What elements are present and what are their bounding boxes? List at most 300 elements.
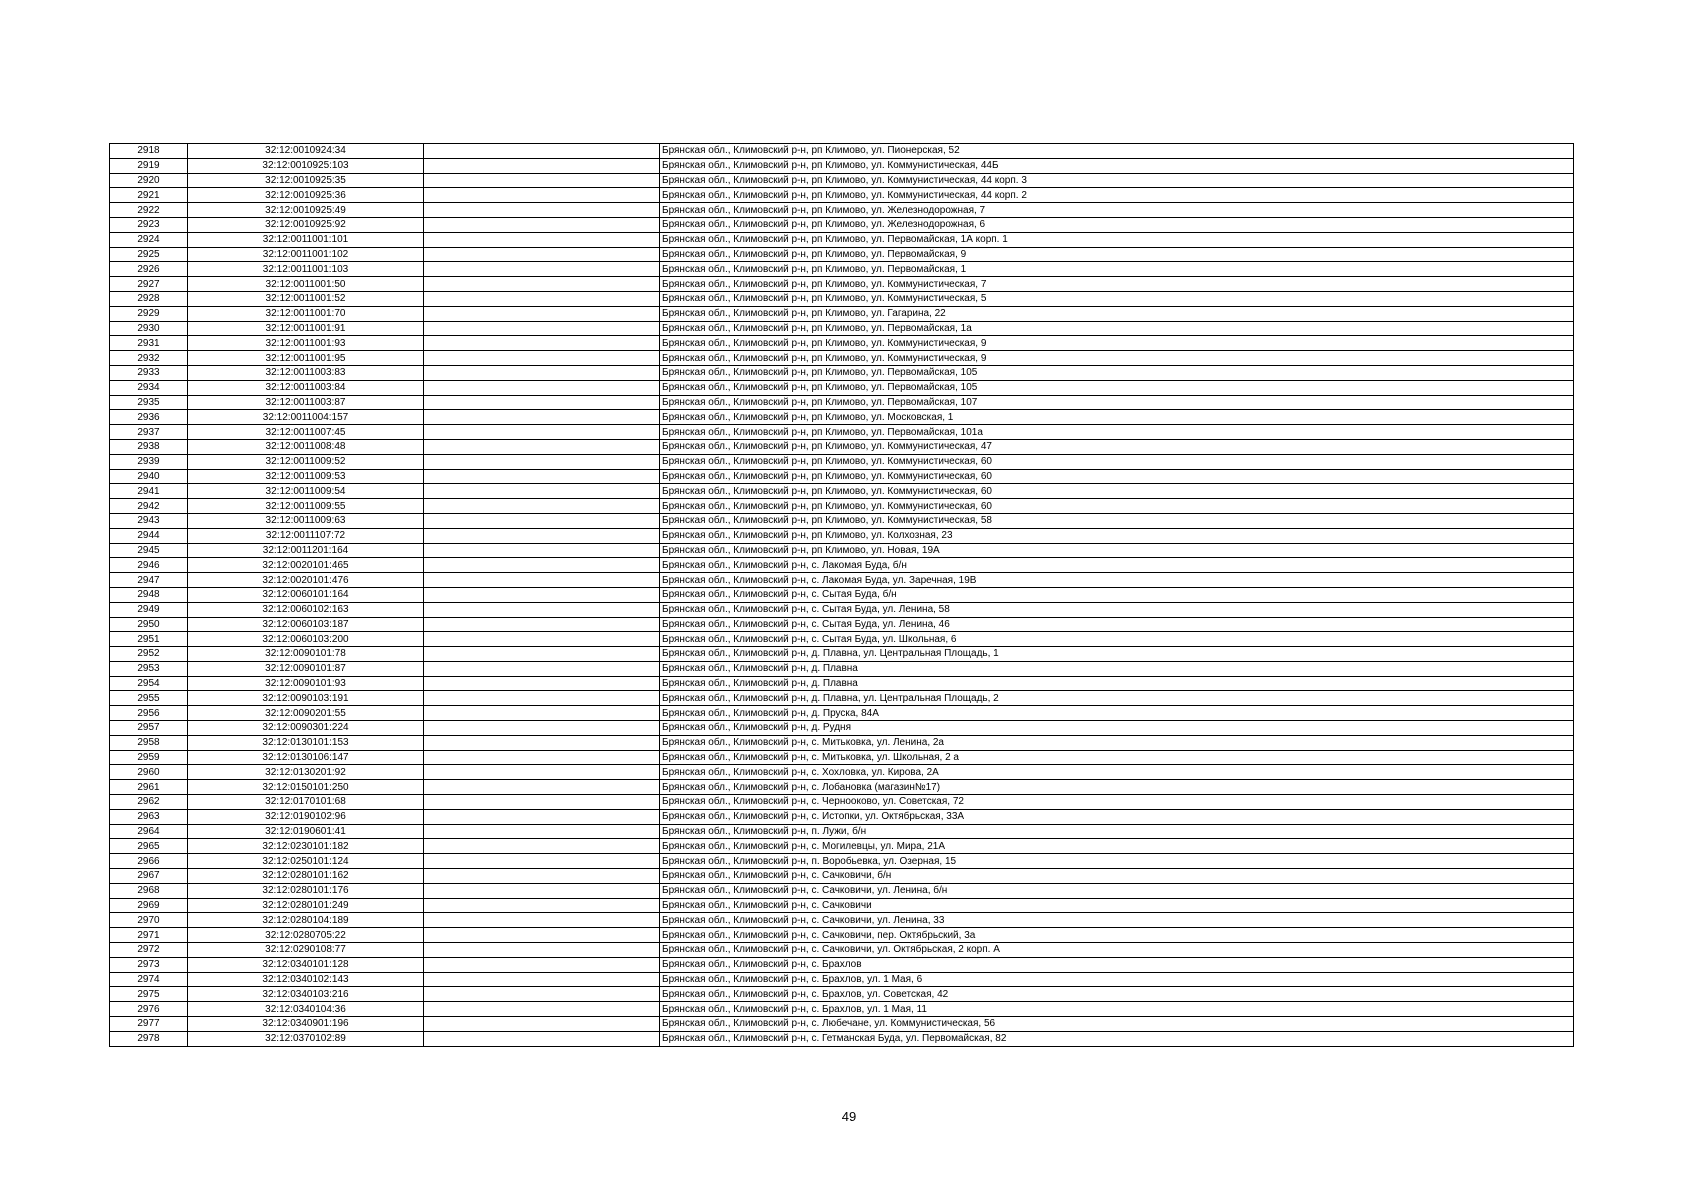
row-number-cell: 2950 [110,617,188,632]
table-row [110,869,1574,884]
cadastral-number-cell: 32:12:0010925:35 [188,173,424,188]
row-number-cell: 2951 [110,632,188,647]
table-row [110,839,1574,854]
cadastral-number-cell: 32:12:0250101:124 [188,854,424,869]
table-row [110,809,1574,824]
address-cell: Брянская обл., Климовский р-н, рп Климово, ул. Коммунистическая, 60 [660,484,1574,499]
cadastral-number-cell: 32:12:0090101:93 [188,676,424,691]
table-row [110,883,1574,898]
address-cell: Брянская обл., Климовский р-н, д. Плавна, ул. Центральная Площадь, 1 [660,647,1574,662]
address-cell: Брянская обл., Климовский р-н, рп Климово, ул. Коммунистическая, 9 [660,351,1574,366]
table-row [110,543,1574,558]
cadastral-number-cell: 32:12:0090101:78 [188,647,424,662]
row-number-cell: 2927 [110,277,188,292]
table-row [110,277,1574,292]
cadastral-number-cell: 32:12:0280101:249 [188,898,424,913]
table-row [110,232,1574,247]
table-row [110,691,1574,706]
row-number-cell: 2944 [110,528,188,543]
empty-cell [424,365,660,380]
empty-cell [424,173,660,188]
empty-cell [424,469,660,484]
empty-cell [424,676,660,691]
empty-cell [424,1017,660,1032]
row-number-cell: 2931 [110,336,188,351]
address-cell: Брянская обл., Климовский р-н, рп Климово, ул. Коммунистическая, 5 [660,291,1574,306]
table-row [110,943,1574,958]
empty-cell [424,380,660,395]
empty-cell [424,484,660,499]
row-number-cell: 2963 [110,809,188,824]
empty-cell [424,410,660,425]
cadastral-number-cell: 32:12:0011001:91 [188,321,424,336]
empty-cell [424,824,660,839]
address-cell: Брянская обл., Климовский р-н, с. Лакомая Буда, ул. Заречная, 19В [660,573,1574,588]
table-row [110,632,1574,647]
row-number-cell: 2932 [110,351,188,366]
cadastral-number-cell: 32:12:0010924:34 [188,144,424,159]
table-row [110,750,1574,765]
empty-cell [424,144,660,159]
cadastral-number-cell: 32:12:0011007:45 [188,425,424,440]
address-cell: Брянская обл., Климовский р-н, с. Митьковка, ул. Школьная, 2 а [660,750,1574,765]
address-cell: Брянская обл., Климовский р-н, п. Воробьевка, ул. Озерная, 15 [660,854,1574,869]
address-cell: Брянская обл., Климовский р-н, д. Плавна [660,676,1574,691]
address-cell: Брянская обл., Климовский р-н, рп Климово, ул. Первомайская, 1 [660,262,1574,277]
address-cell: Брянская обл., Климовский р-н, рп Климово, ул. Первомайская, 9 [660,247,1574,262]
cadastral-number-cell: 32:12:0230101:182 [188,839,424,854]
row-number-cell: 2948 [110,587,188,602]
row-number-cell: 2930 [110,321,188,336]
address-cell: Брянская обл., Климовский р-н, с. Сачковичи, пер. Октябрьский, 3а [660,928,1574,943]
table-row [110,972,1574,987]
row-number-cell: 2919 [110,158,188,173]
empty-cell [424,277,660,292]
row-number-cell: 2960 [110,765,188,780]
row-number-cell: 2965 [110,839,188,854]
address-cell: Брянская обл., Климовский р-н, д. Плавна, ул. Центральная Площадь, 2 [660,691,1574,706]
row-number-cell: 2956 [110,706,188,721]
cadastral-number-cell: 32:12:0090201:55 [188,706,424,721]
row-number-cell: 2929 [110,306,188,321]
address-cell: Брянская обл., Климовский р-н, д. Рудня [660,721,1574,736]
address-cell: Брянская обл., Климовский р-н, рп Климово, ул. Железнодорожная, 7 [660,203,1574,218]
row-number-cell: 2926 [110,262,188,277]
address-cell: Брянская обл., Климовский р-н, с. Сачковичи, ул. Ленина, б/н [660,883,1574,898]
row-number-cell: 2924 [110,232,188,247]
address-cell: Брянская обл., Климовский р-н, с. Сытая Буда, ул. Ленина, 58 [660,602,1574,617]
registry-table-body [110,144,1574,1047]
cadastral-number-cell: 32:12:0011009:63 [188,513,424,528]
table-row [110,321,1574,336]
cadastral-number-cell: 32:12:0340104:36 [188,1002,424,1017]
address-cell: Брянская обл., Климовский р-н, с. Лобановка (магазин№17) [660,780,1574,795]
empty-cell [424,336,660,351]
table-row [110,158,1574,173]
address-cell: Брянская обл., Климовский р-н, рп Климово, ул. Первомайская, 105 [660,365,1574,380]
address-cell: Брянская обл., Климовский р-н, рп Климово, ул. Новая, 19А [660,543,1574,558]
empty-cell [424,321,660,336]
empty-cell [424,602,660,617]
empty-cell [424,351,660,366]
row-number-cell: 2971 [110,928,188,943]
row-number-cell: 2936 [110,410,188,425]
empty-cell [424,691,660,706]
empty-cell [424,425,660,440]
address-cell: Брянская обл., Климовский р-н, с. Чернооково, ул. Советская, 72 [660,795,1574,810]
table-row [110,913,1574,928]
table-row [110,203,1574,218]
table-row [110,706,1574,721]
row-number-cell: 2974 [110,972,188,987]
table-row [110,780,1574,795]
row-number-cell: 2961 [110,780,188,795]
address-cell: Брянская обл., Климовский р-н, рп Климово, ул. Коммунистическая, 44Б [660,158,1574,173]
row-number-cell: 2934 [110,380,188,395]
table-row [110,469,1574,484]
cadastral-number-cell: 32:12:0060101:164 [188,587,424,602]
table-row [110,957,1574,972]
cadastral-number-cell: 32:12:0011003:83 [188,365,424,380]
cadastral-number-cell: 32:12:0011009:55 [188,499,424,514]
empty-cell [424,528,660,543]
empty-cell [424,188,660,203]
empty-cell [424,291,660,306]
cadastral-number-cell: 32:12:0340103:216 [188,987,424,1002]
address-cell: Брянская обл., Климовский р-н, с. Митьковка, ул. Ленина, 2а [660,735,1574,750]
cadastral-number-cell: 32:12:0280101:162 [188,869,424,884]
row-number-cell: 2968 [110,883,188,898]
address-cell: Брянская обл., Климовский р-н, д. Пруска, 84А [660,706,1574,721]
address-cell: Брянская обл., Климовский р-н, рп Климово, ул. Первомайская, 1а [660,321,1574,336]
table-row [110,661,1574,676]
row-number-cell: 2970 [110,913,188,928]
address-cell: Брянская обл., Климовский р-н, с. Брахлов [660,957,1574,972]
address-cell: Брянская обл., Климовский р-н, с. Гетманская Буда, ул. Первомайская, 82 [660,1031,1574,1046]
cadastral-number-cell: 32:12:0150101:250 [188,780,424,795]
empty-cell [424,513,660,528]
empty-cell [424,987,660,1002]
address-cell: Брянская обл., Климовский р-н, д. Плавна [660,661,1574,676]
table-row [110,395,1574,410]
empty-cell [424,262,660,277]
row-number-cell: 2922 [110,203,188,218]
empty-cell [424,721,660,736]
table-row [110,499,1574,514]
address-cell: Брянская обл., Климовский р-н, п. Лужи, б/н [660,824,1574,839]
row-number-cell: 2941 [110,484,188,499]
table-row [110,1017,1574,1032]
table-row [110,365,1574,380]
cadastral-number-cell: 32:12:0340101:128 [188,957,424,972]
table-row [110,528,1574,543]
address-cell: Брянская обл., Климовский р-н, рп Климово, ул. Первомайская, 105 [660,380,1574,395]
cadastral-number-cell: 32:12:0190601:41 [188,824,424,839]
row-number-cell: 2925 [110,247,188,262]
cadastral-number-cell: 32:12:0011001:95 [188,351,424,366]
empty-cell [424,247,660,262]
address-cell: Брянская обл., Климовский р-н, с. Сытая Буда, ул. Школьная, 6 [660,632,1574,647]
row-number-cell: 2923 [110,217,188,232]
table-row [110,217,1574,232]
row-number-cell: 2940 [110,469,188,484]
row-number-cell: 2958 [110,735,188,750]
cadastral-number-cell: 32:12:0011003:84 [188,380,424,395]
cadastral-number-cell: 32:12:0011003:87 [188,395,424,410]
row-number-cell: 2957 [110,721,188,736]
address-cell: Брянская обл., Климовский р-н, рп Климово, ул. Коммунистическая, 60 [660,499,1574,514]
empty-cell [424,854,660,869]
row-number-cell: 2977 [110,1017,188,1032]
table-row [110,484,1574,499]
table-row [110,647,1574,662]
address-cell: Брянская обл., Климовский р-н, с. Сачковичи [660,898,1574,913]
table-row [110,188,1574,203]
address-cell: Брянская обл., Климовский р-н, с. Могилевцы, ул. Мира, 21А [660,839,1574,854]
registry-table [109,143,1574,1047]
address-cell: Брянская обл., Климовский р-н, с. Сачковичи, ул. Октябрьская, 2 корп. А [660,943,1574,958]
empty-cell [424,1002,660,1017]
row-number-cell: 2945 [110,543,188,558]
empty-cell [424,869,660,884]
address-cell: Брянская обл., Климовский р-н, рп Климово, ул. Железнодорожная, 6 [660,217,1574,232]
address-cell: Брянская обл., Климовский р-н, с. Любечане, ул. Коммунистическая, 56 [660,1017,1574,1032]
table-row [110,1002,1574,1017]
address-cell: Брянская обл., Климовский р-н, с. Хохловка, ул. Кирова, 2А [660,765,1574,780]
address-cell: Брянская обл., Климовский р-н, рп Климово, ул. Гагарина, 22 [660,306,1574,321]
cadastral-number-cell: 32:12:0060103:187 [188,617,424,632]
cadastral-number-cell: 32:12:0090103:191 [188,691,424,706]
table-row [110,721,1574,736]
cadastral-number-cell: 32:12:0010925:103 [188,158,424,173]
address-cell: Брянская обл., Климовский р-н, рп Климово, ул. Первомайская, 1А корп. 1 [660,232,1574,247]
empty-cell [424,632,660,647]
row-number-cell: 2937 [110,425,188,440]
row-number-cell: 2947 [110,573,188,588]
empty-cell [424,913,660,928]
cadastral-number-cell: 32:12:0011004:157 [188,410,424,425]
address-cell: Брянская обл., Климовский р-н, рп Климово, ул. Коммунистическая, 9 [660,336,1574,351]
cadastral-number-cell: 32:12:0130106:147 [188,750,424,765]
empty-cell [424,957,660,972]
cadastral-number-cell: 32:12:0011001:93 [188,336,424,351]
cadastral-number-cell: 32:12:0011009:54 [188,484,424,499]
table-row [110,898,1574,913]
cadastral-number-cell: 32:12:0280705:22 [188,928,424,943]
cadastral-number-cell: 32:12:0011001:103 [188,262,424,277]
table-row [110,824,1574,839]
row-number-cell: 2920 [110,173,188,188]
cadastral-number-cell: 32:12:0280101:176 [188,883,424,898]
empty-cell [424,543,660,558]
address-cell: Брянская обл., Климовский р-н, рп Климово, ул. Колхозная, 23 [660,528,1574,543]
table-row [110,410,1574,425]
address-cell: Брянская обл., Климовский р-н, с. Сачковичи, б/н [660,869,1574,884]
row-number-cell: 2972 [110,943,188,958]
empty-cell [424,780,660,795]
empty-cell [424,617,660,632]
table-row [110,617,1574,632]
table-row [110,262,1574,277]
table-row [110,676,1574,691]
row-number-cell: 2928 [110,291,188,306]
empty-cell [424,795,660,810]
address-cell: Брянская обл., Климовский р-н, рп Климово, ул. Коммунистическая, 44 корп. 3 [660,173,1574,188]
empty-cell [424,883,660,898]
address-cell: Брянская обл., Климовский р-н, с. Лакомая Буда, б/н [660,558,1574,573]
address-cell: Брянская обл., Климовский р-н, рп Климово, ул. Коммунистическая, 44 корп. 2 [660,188,1574,203]
address-cell: Брянская обл., Климовский р-н, с. Сачковичи, ул. Ленина, 33 [660,913,1574,928]
cadastral-number-cell: 32:12:0190102:96 [188,809,424,824]
cadastral-number-cell: 32:12:0011107:72 [188,528,424,543]
empty-cell [424,232,660,247]
address-cell: Брянская обл., Климовский р-н, с. Истопки, ул. Октябрьская, 33А [660,809,1574,824]
address-cell: Брянская обл., Климовский р-н, с. Брахлов, ул. 1 Мая, 11 [660,1002,1574,1017]
row-number-cell: 2954 [110,676,188,691]
cadastral-number-cell: 32:12:0011001:70 [188,306,424,321]
empty-cell [424,573,660,588]
address-cell: Брянская обл., Климовский р-н, рп Климово, ул. Коммунистическая, 60 [660,454,1574,469]
cadastral-number-cell: 32:12:0010925:49 [188,203,424,218]
cadastral-number-cell: 32:12:0170101:68 [188,795,424,810]
address-cell: Брянская обл., Климовский р-н, с. Брахлов, ул. Советская, 42 [660,987,1574,1002]
table-row [110,351,1574,366]
table-row [110,602,1574,617]
cadastral-number-cell: 32:12:0090101:87 [188,661,424,676]
empty-cell [424,439,660,454]
row-number-cell: 2964 [110,824,188,839]
row-number-cell: 2939 [110,454,188,469]
address-cell: Брянская обл., Климовский р-н, рп Климово, ул. Пионерская, 52 [660,144,1574,159]
cadastral-number-cell: 32:12:0010925:92 [188,217,424,232]
address-cell: Брянская обл., Климовский р-н, рп Климово, ул. Первомайская, 101а [660,425,1574,440]
row-number-cell: 2959 [110,750,188,765]
cadastral-number-cell: 32:12:0011201:164 [188,543,424,558]
cadastral-number-cell: 32:12:0011008:48 [188,439,424,454]
empty-cell [424,706,660,721]
row-number-cell: 2935 [110,395,188,410]
table-row [110,247,1574,262]
empty-cell [424,217,660,232]
row-number-cell: 2952 [110,647,188,662]
row-number-cell: 2962 [110,795,188,810]
row-number-cell: 2949 [110,602,188,617]
cadastral-number-cell: 32:12:0130101:153 [188,735,424,750]
cadastral-number-cell: 32:12:0011009:52 [188,454,424,469]
cadastral-number-cell: 32:12:0011001:101 [188,232,424,247]
table-row [110,1031,1574,1046]
row-number-cell: 2973 [110,957,188,972]
empty-cell [424,454,660,469]
row-number-cell: 2969 [110,898,188,913]
row-number-cell: 2921 [110,188,188,203]
row-number-cell: 2978 [110,1031,188,1046]
row-number-cell: 2946 [110,558,188,573]
cadastral-number-cell: 32:12:0060103:200 [188,632,424,647]
empty-cell [424,809,660,824]
row-number-cell: 2938 [110,439,188,454]
row-number-cell: 2975 [110,987,188,1002]
table-row [110,928,1574,943]
row-number-cell: 2943 [110,513,188,528]
row-number-cell: 2933 [110,365,188,380]
cadastral-number-cell: 32:12:0370102:89 [188,1031,424,1046]
table-row [110,336,1574,351]
empty-cell [424,647,660,662]
table-row [110,987,1574,1002]
cadastral-number-cell: 32:12:0130201:92 [188,765,424,780]
address-cell: Брянская обл., Климовский р-н, с. Сытая Буда, б/н [660,587,1574,602]
table-row [110,425,1574,440]
empty-cell [424,306,660,321]
cadastral-number-cell: 32:12:0011001:50 [188,277,424,292]
empty-cell [424,395,660,410]
table-row [110,854,1574,869]
cadastral-number-cell: 32:12:0060102:163 [188,602,424,617]
empty-cell [424,898,660,913]
cadastral-number-cell: 32:12:0090301:224 [188,721,424,736]
empty-cell [424,558,660,573]
table-row [110,573,1574,588]
row-number-cell: 2966 [110,854,188,869]
row-number-cell: 2967 [110,869,188,884]
cadastral-number-cell: 32:12:0290108:77 [188,943,424,958]
cadastral-number-cell: 32:12:0340901:196 [188,1017,424,1032]
table-row [110,306,1574,321]
table-row [110,513,1574,528]
row-number-cell: 2942 [110,499,188,514]
table-row [110,380,1574,395]
address-cell: Брянская обл., Климовский р-н, с. Брахлов, ул. 1 Мая, 6 [660,972,1574,987]
table-row [110,173,1574,188]
address-cell: Брянская обл., Климовский р-н, рп Климово, ул. Московская, 1 [660,410,1574,425]
page-number: 49 [841,1109,857,1124]
cadastral-number-cell: 32:12:0011009:53 [188,469,424,484]
empty-cell [424,1031,660,1046]
empty-cell [424,661,660,676]
cadastral-number-cell: 32:12:0011001:102 [188,247,424,262]
table-row [110,291,1574,306]
address-cell: Брянская обл., Климовский р-н, с. Сытая Буда, ул. Ленина, 46 [660,617,1574,632]
cadastral-number-cell: 32:12:0340102:143 [188,972,424,987]
table-row [110,735,1574,750]
table-row [110,558,1574,573]
row-number-cell: 2953 [110,661,188,676]
empty-cell [424,499,660,514]
empty-cell [424,943,660,958]
empty-cell [424,765,660,780]
cadastral-number-cell: 32:12:0020101:465 [188,558,424,573]
table-row [110,454,1574,469]
table-row [110,587,1574,602]
row-number-cell: 2955 [110,691,188,706]
empty-cell [424,972,660,987]
empty-cell [424,839,660,854]
empty-cell [424,587,660,602]
table-row [110,795,1574,810]
empty-cell [424,750,660,765]
table-row [110,144,1574,159]
empty-cell [424,203,660,218]
table-row [110,439,1574,454]
row-number-cell: 2918 [110,144,188,159]
empty-cell [424,928,660,943]
cadastral-number-cell: 32:12:0010925:36 [188,188,424,203]
cadastral-number-cell: 32:12:0011001:52 [188,291,424,306]
empty-cell [424,158,660,173]
address-cell: Брянская обл., Климовский р-н, рп Климово, ул. Первомайская, 107 [660,395,1574,410]
address-cell: Брянская обл., Климовский р-н, рп Климово, ул. Коммунистическая, 47 [660,439,1574,454]
